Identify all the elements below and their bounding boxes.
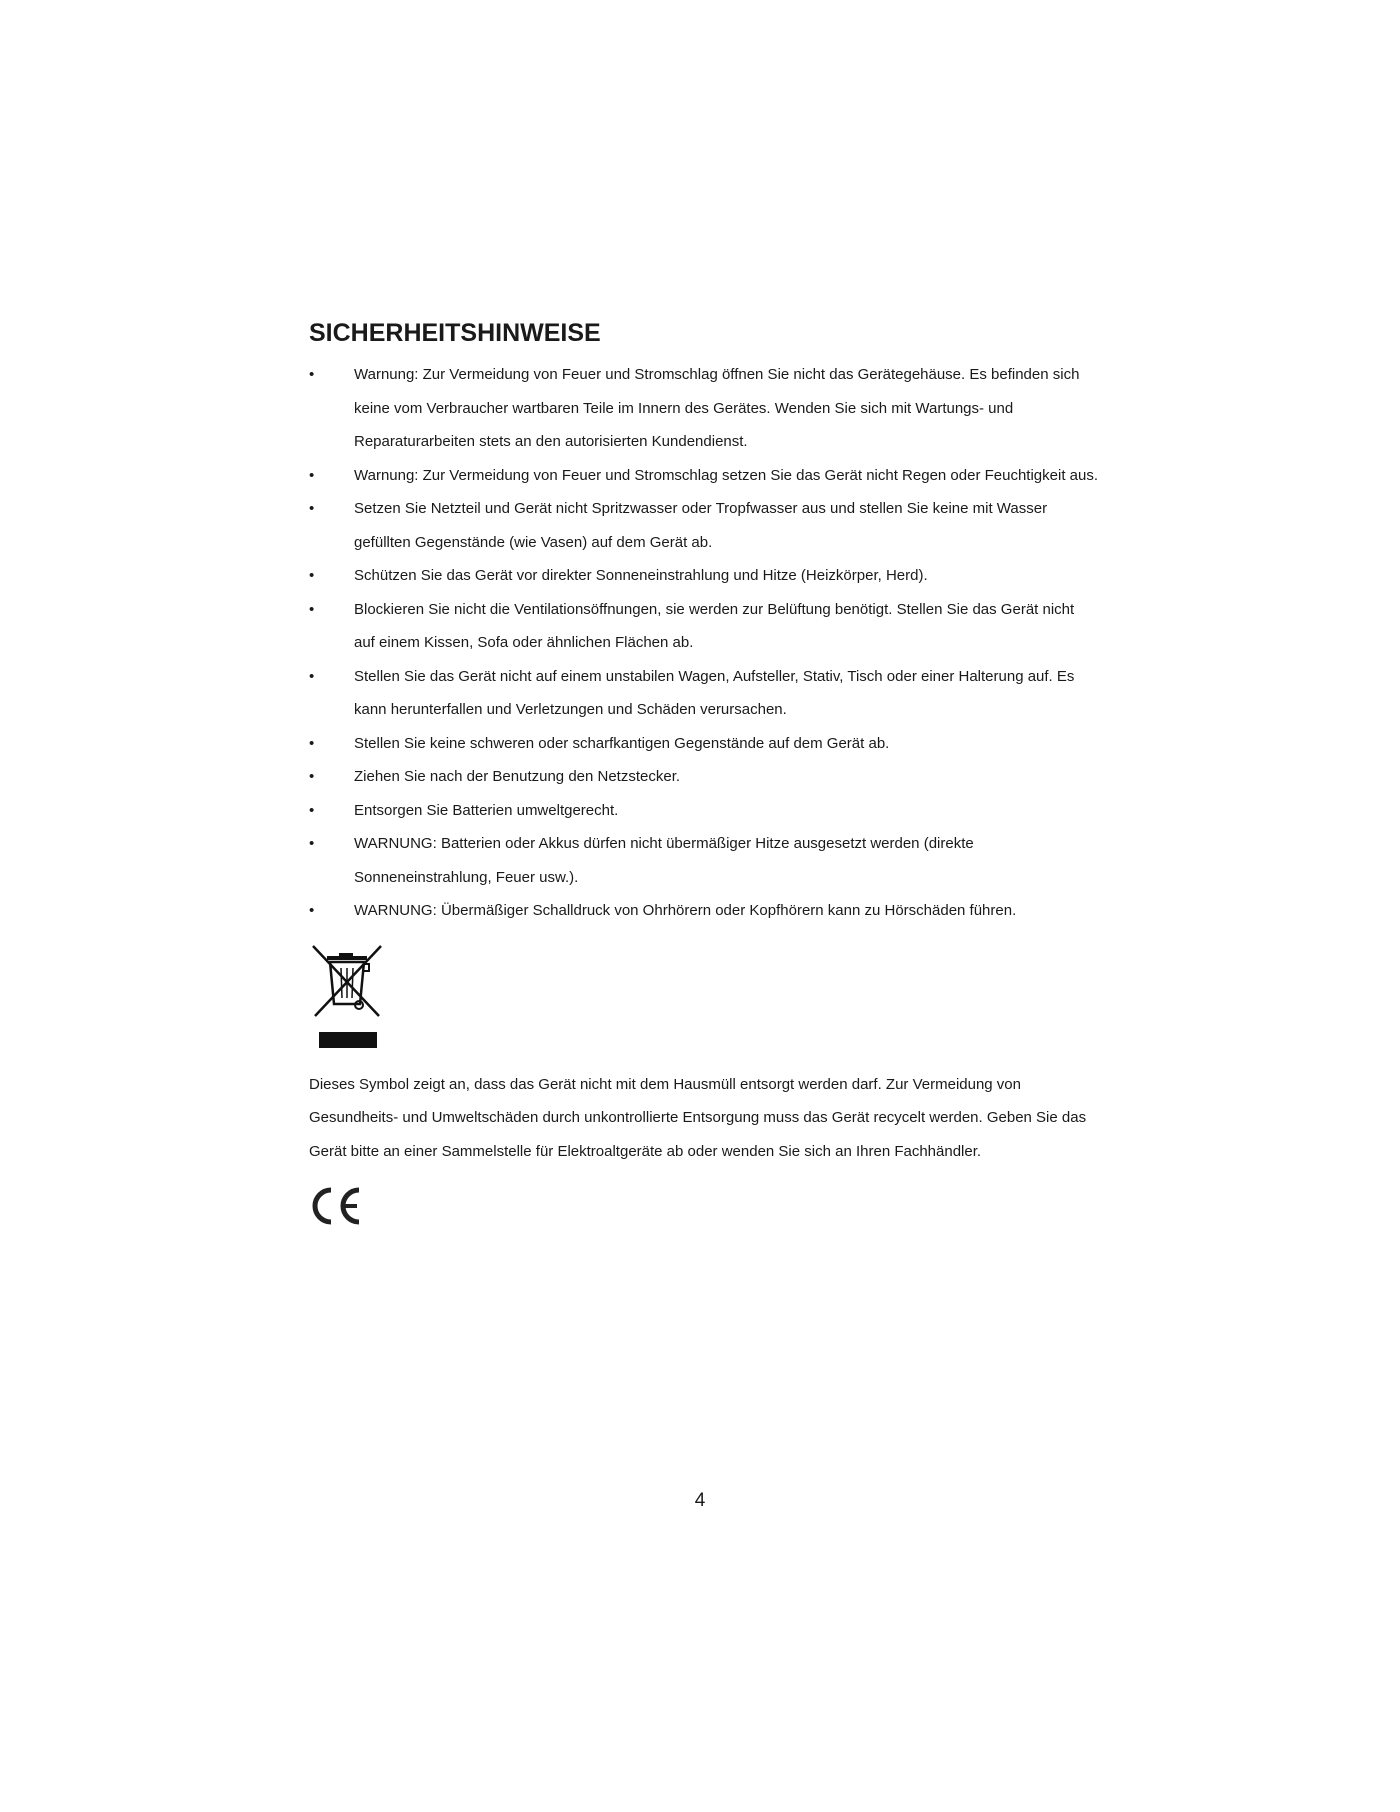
bullet: • [309, 567, 315, 584]
list-item [309, 794, 1099, 828]
list-item [309, 827, 1099, 894]
warning-text: Stellen Sie keine schweren oder scharfkantigen Gegenstände auf dem Gerät ab. [354, 734, 890, 752]
warning-text: Ziehen Sie nach der Benutzung den Netzstecker. [354, 768, 681, 785]
page-title: SICHERHEITSHINWEISE [309, 319, 601, 347]
list-item [309, 459, 1099, 493]
warning-text: Warnung: Zur Vermeidung von Feuer und Stromschlag setzen Sie das Gerät nicht Regen oder Feuchtigkeit aus. [354, 466, 1099, 484]
bullet: • [309, 768, 315, 785]
warning-text: WARNUNG: Batterien oder Akkus dürfen nicht übermäßiger Hitze ausgesetzt werden (direkte Sonneneinstrahlung, Feuer usw.). [354, 835, 974, 886]
list-item [309, 593, 1099, 660]
warning-text: Blockieren Sie nicht die Ventilationsöffnungen, sie werden zur Belüftung benötigt. Stellen Sie das Gerät nicht auf einem Kissen, Sofa oder ähnlichen Flächen ab. [354, 600, 1075, 651]
list-item [309, 660, 1099, 727]
bullet: • [309, 835, 315, 852]
safety-warnings-list [309, 358, 1099, 928]
document-body [309, 318, 1099, 1228]
list-item [309, 894, 1099, 928]
bullet: • [309, 734, 315, 752]
list-item [309, 727, 1099, 761]
bullet: • [309, 801, 315, 819]
bullet: • [309, 366, 315, 383]
bullet: • [309, 466, 315, 484]
bullet: • [309, 600, 315, 618]
bullet: • [309, 500, 315, 517]
page-number: 4 [694, 1490, 706, 1511]
crossed-out-wheelie-bin-icon [309, 944, 385, 1052]
bullet: • [309, 667, 315, 685]
list-item [309, 559, 1099, 593]
warning-text: Warnung: Zur Vermeidung von Feuer und Stromschlag öffnen Sie nicht das Gerätegehäuse. Es befinden sich keine vom Verbraucher wartbaren Teile im Innern des Gerätes. Wenden Sie sich mit Wartungs- und Reparaturarbeiten stets an den autorisierten Kundendienst. [354, 366, 1080, 450]
warning-text: WARNUNG: Übermäßiger Schalldruck von Ohrhörern oder Kopfhörern kann zu Hörschäden führen. [354, 902, 1017, 919]
list-item [309, 358, 1099, 459]
warning-text: Setzen Sie Netzteil und Gerät nicht Spritzwasser oder Tropfwasser aus und stellen Sie keine mit Wasser gefüllten Gegenstände (wie Vasen) auf dem Gerät ab. [354, 500, 1048, 551]
warning-text: Schützen Sie das Gerät vor direkter Sonneneinstrahlung und Hitze (Heizkörper, Herd). [354, 567, 928, 584]
list-item [309, 760, 1099, 794]
bullet: • [309, 902, 315, 919]
warning-text: Stellen Sie das Gerät nicht auf einem unstabilen Wagen, Aufsteller, Stativ, Tisch oder einer Halterung auf. Es kann herunterfallen und Verletzungen und Schäden verursachen. [354, 667, 1075, 718]
warning-text: Entsorgen Sie Batterien umweltgerecht. [354, 801, 619, 819]
disposal-notice: Dieses Symbol zeigt an, dass das Gerät nicht mit dem Hausmüll entsorgt werden darf. Zur Vermeidung von Gesundheits- und Umweltschäden durch unkontrollierte Entsorgung muss das Gerät recycelt werden. Geben Sie das Gerät bitte an einer Sammelstelle für Elektroaltgeräte ab oder wenden Sie sich an Ihren Fachhändler. [309, 1075, 1087, 1160]
ce-mark-icon [309, 1184, 365, 1228]
list-item [309, 492, 1099, 559]
